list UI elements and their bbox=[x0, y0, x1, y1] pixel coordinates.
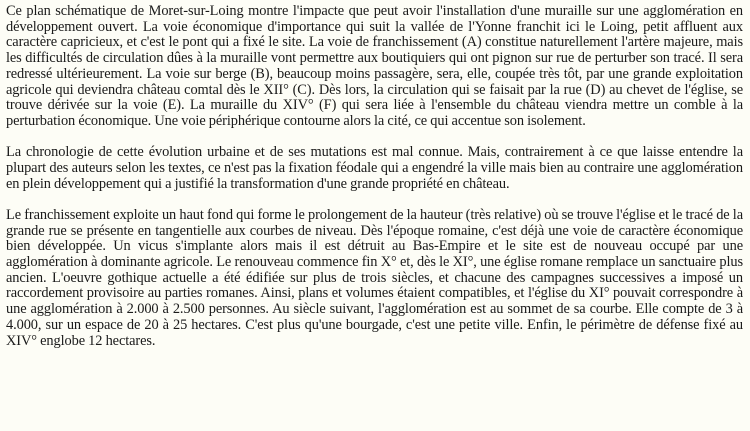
paragraph-moret-plan: Ce plan schématique de Moret-sur-Loing montre l'impacte que peut avoir l'installation d'une muraille sur une agglomération en développement ouvert. La voie économique d'importance qui suit la vallée de l'Yonne franchit ici le Loing, petit affluent aux caractère capricieux, et c'est le pont qui a fixé le site. La voie de franchissement (A) constitue naturellement l'artère majeure, mais les difficultés de circulation dûes à la muraille vont permettre aux boutiquiers qui ont pignon sur rue de perturber son tracé. Il sera redressé ultérieurement. La voie sur berge (B), beaucoup moins passagère, sera, elle, coupée très tôt, par une grande exploitation agricole qui deviendra château comtal dès le XII° (C). Dès lors, la circulation qui se faisait par la rue (D) au chevet de l'église, se trouve dérivée sur la voie (E). La muraille du XIV° (F) qui sera liée à l'ensemble du château viendra mettre un comble à la perturbation économique. Une voie périphérique contourne alors la cité, ce qui accentue son isolement. bbox=[6, 3, 743, 129]
paragraph-chronologie: La chronologie de cette évolution urbaine et de ses mutations est mal connue. Mais, contrairement à ce que laisse entendre la plupart des auteurs selon les textes, ce n'est pas la fixation féodale qui a engendré la ville mais bien au contraire une agglomération en plein développement qui a justifié la transformation d'une grande propriété en château. bbox=[6, 144, 743, 192]
paragraph-franchissement: Le franchissement exploite un haut fond qui forme le prolongement de la hauteur (très relative) où se trouve l'église et le tracé de la grande rue se présente en tangentielle aux courbes de niveau. Dès l'époque romaine, c'est déjà une voie de caractère économique bien développée. Un vicus s'implante alors mais il est détruit au Bas-Empire et le site est de nouveau occupé par une agglomération à dominante agricole. Le renouveau commence fin X° et, dès le XI°, une église romane remplace un sanctuaire plus ancien. L'oeuvre gothique actuelle a été édifiée sur plus de trois siècles, et chacune des campagnes successives a imposé un raccordement provisoire au parties romanes. Ainsi, plans et volumes étaient compatibles, et l'église du XI° pouvait correspondre à une agglomération à 2.000 à 2.500 personnes. Au siècle suivant, l'agglomération est au sommet de sa courbe. Elle compte de 3 à 4.000, sur un espace de 20 à 25 hectares. C'est plus qu'une bourgade, c'est une petite ville. Enfin, le périmètre de défense fixé au XIV° englobe 12 hectares. bbox=[6, 206, 743, 349]
